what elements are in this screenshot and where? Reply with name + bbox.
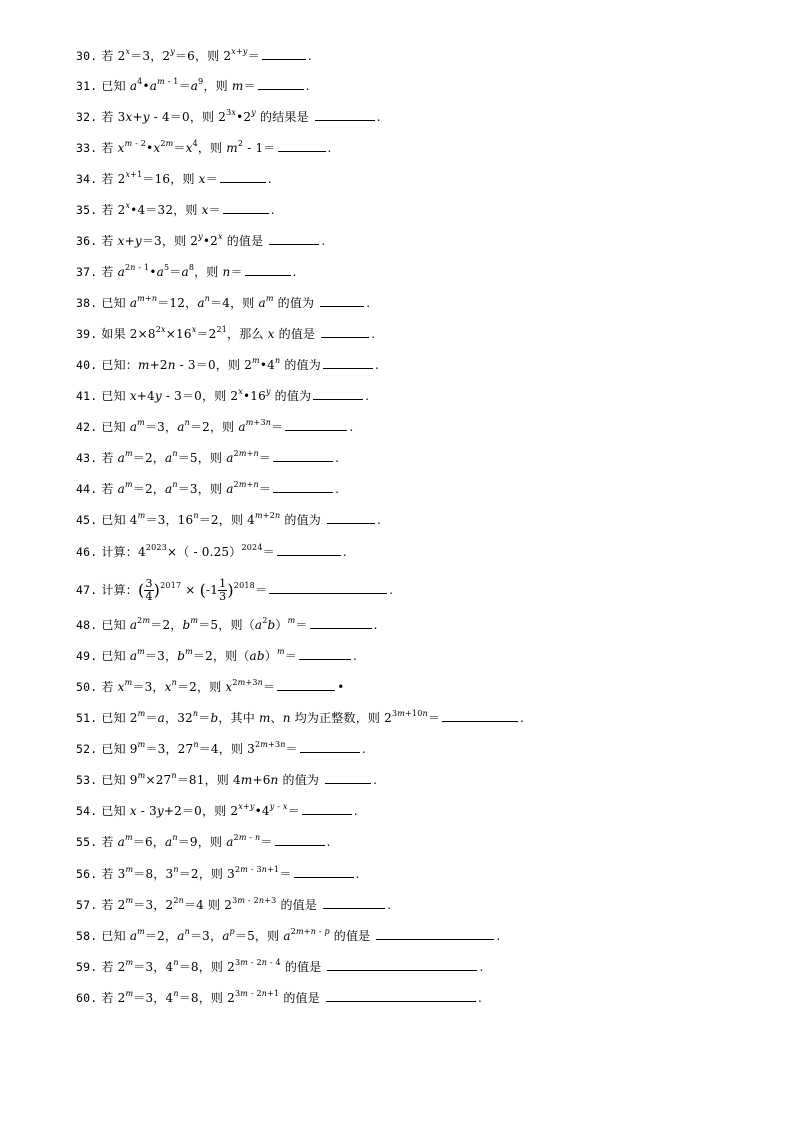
question-text: 已知：m+2n - 3＝0，则 2$^m$•4$^n$ 的值为 [101, 356, 321, 372]
question-item [76, 78, 310, 94]
question-item [76, 48, 312, 64]
question-number: 51. [76, 711, 98, 725]
question-text: 若 $a^{2n - 1}•a^5=a^8$，则 n＝ [101, 263, 243, 279]
question-text: 若 x+y＝3，则 2$^y$•2$^x$ 的值是 [101, 232, 268, 248]
question-number: 54. [76, 804, 98, 818]
question-end-punct: . [327, 141, 332, 155]
question-number: 53. [76, 773, 98, 787]
question-end-punct: . [267, 172, 272, 186]
question-text: 若 $2^m=3$，$2^{2n}=4$ 则 $2^{3m - 2n+3}$ 的值是 [101, 896, 322, 912]
question-item [76, 326, 375, 342]
question-end-punct: . [349, 420, 354, 434]
question-item [76, 679, 345, 695]
answer-blank[interactable] [376, 929, 494, 940]
question-number: 50. [76, 680, 98, 694]
question-text: 已知 $a^m=3$，$b^m=2$，则（ab）$^m$＝ [101, 647, 297, 663]
question-number: 57. [76, 898, 98, 912]
question-text: 已知 $a^4•a^{m - 1}=a^9$，则 m＝ [101, 77, 256, 93]
question-item [76, 866, 360, 882]
question-end-punct: • [337, 680, 345, 694]
answer-blank[interactable] [327, 513, 375, 524]
question-text: 已知 $9^m=3$，$27^n=4$，则 $3^{2m+3n}=$ [101, 740, 298, 756]
question-item [76, 959, 483, 975]
question-number: 49. [76, 649, 98, 663]
question-end-punct: . [477, 991, 482, 1005]
answer-blank[interactable] [299, 649, 351, 660]
question-end-punct: . [365, 389, 370, 403]
question-item [76, 419, 353, 435]
question-item [76, 357, 379, 373]
question-end-punct: . [321, 234, 326, 248]
question-item [76, 233, 325, 249]
question-text: 如果 $2\times 8^{2x}\times 16^x=2^{21}$，那么 x 的值是 [101, 325, 320, 341]
question-item [76, 990, 482, 1006]
question-text: 已知 x - 3y+2＝0，则 $2^{x+y}•4^{y - x}=$ [101, 802, 300, 818]
question-number: 58. [76, 929, 98, 943]
question-item [76, 648, 357, 664]
question-number: 31. [76, 79, 98, 93]
question-item [76, 202, 275, 218]
answer-blank[interactable] [277, 545, 341, 556]
question-item [76, 264, 297, 280]
question-text: 计算：( $\frac{3}{4}$ )$^{2017}$ × (-1 $\frac{1}{3}$ )$^{2018}$＝ [101, 577, 268, 603]
question-end-punct: . [361, 742, 366, 756]
question-number: 37. [76, 265, 98, 279]
question-end-punct: . [387, 898, 392, 912]
answer-blank[interactable] [302, 804, 352, 815]
answer-blank[interactable] [278, 141, 326, 152]
question-item [76, 171, 272, 187]
answer-blank[interactable] [273, 451, 333, 462]
question-text: 已知 $4^m=3$，$16^n=2$，则 $4^{m+2n}$ 的值为 [101, 511, 325, 527]
question-end-punct: . [520, 711, 525, 725]
question-number: 43. [76, 451, 98, 465]
question-end-punct: . [376, 110, 381, 124]
question-number: 47. [76, 583, 98, 597]
question-text: 若 $a^m=6$，$a^n=9$，则 $a^{2m - n}=$ [101, 833, 273, 849]
question-text: 若 $a^m=2$，$a^n=3$，则 $a^{2m+n}=$ [101, 480, 272, 496]
answer-blank[interactable] [220, 172, 266, 183]
question-text: 若 $2^x•4=32$，则 x＝ [101, 201, 221, 217]
answer-blank[interactable] [269, 234, 319, 245]
question-end-punct: . [389, 583, 394, 597]
question-text: 若 3x+y - 4＝0，则 $2^{3x}•2^y$ 的结果是 [101, 108, 313, 124]
question-end-punct: . [355, 867, 360, 881]
answer-blank[interactable] [442, 711, 518, 722]
question-item [76, 578, 393, 603]
question-number: 60. [76, 991, 98, 1005]
question-item [76, 140, 332, 156]
question-end-punct: . [307, 49, 312, 63]
question-end-punct: . [373, 773, 378, 787]
question-item [76, 388, 369, 404]
question-number: 36. [76, 234, 98, 248]
question-end-punct: . [353, 649, 358, 663]
question-item [76, 928, 500, 944]
question-text: 若 $2^{x+1}=16$，则 x＝ [101, 170, 218, 186]
question-text: 已知 $9^m\times 27^n=81$，则 4m+6n 的值为 [101, 771, 324, 787]
question-item [76, 512, 381, 528]
question-item [76, 772, 377, 788]
answer-blank[interactable] [273, 482, 333, 493]
question-end-punct: . [496, 929, 501, 943]
question-item [76, 544, 347, 560]
question-item [76, 741, 366, 757]
answer-blank[interactable] [323, 898, 385, 909]
question-item [76, 803, 358, 819]
question-end-punct: . [342, 545, 347, 559]
answer-blank[interactable] [327, 960, 477, 971]
answer-blank[interactable] [315, 110, 375, 121]
question-number: 35. [76, 203, 98, 217]
answer-blank[interactable] [326, 991, 476, 1002]
question-text: 若 $3^m=8$，$3^n=2$，则 $3^{2m - 3n+1}=$ [101, 865, 292, 881]
question-item [76, 617, 378, 633]
question-number: 44. [76, 482, 98, 496]
question-number: 52. [76, 742, 98, 756]
question-number: 42. [76, 420, 98, 434]
question-end-punct: . [270, 203, 275, 217]
question-number: 59. [76, 960, 98, 974]
question-end-punct: . [371, 327, 376, 341]
question-number: 34. [76, 172, 98, 186]
answer-blank[interactable] [310, 618, 372, 629]
answer-blank[interactable] [275, 835, 325, 846]
question-end-punct: . [305, 79, 310, 93]
question-text: 已知 $a^m=2$，$a^n=3$，$a^p=5$，则 $a^{2m+n - p}$ 的值是 [101, 927, 375, 943]
answer-blank[interactable] [313, 389, 363, 400]
question-text: 若 $2^m=3$，$4^n=8$，则 $2^{3m - 2n - 4}$ 的值是 [101, 958, 326, 974]
question-text: 若 $a^m=2$，$a^n=5$，则 $a^{2m+n}=$ [101, 449, 272, 465]
question-number: 45. [76, 513, 98, 527]
question-number: 38. [76, 296, 98, 310]
question-number: 39. [76, 327, 98, 341]
question-text: 已知 x+4y - 3＝0，则 2$^x$•16$^y$ 的值为 [101, 387, 312, 403]
question-number: 32. [76, 110, 98, 124]
question-number: 48. [76, 618, 98, 632]
question-number: 55. [76, 835, 98, 849]
question-end-punct: . [373, 618, 378, 632]
question-number: 56. [76, 867, 98, 881]
question-end-punct: . [479, 960, 484, 974]
answer-blank[interactable] [321, 327, 369, 338]
question-item [76, 710, 524, 726]
question-item [76, 450, 339, 466]
answer-blank[interactable] [300, 742, 360, 753]
question-text: 计算：$4^{2023}\times( - 0.25)^{2024}=$ [101, 543, 275, 559]
question-end-punct: . [366, 296, 371, 310]
answer-blank[interactable] [294, 867, 354, 878]
question-text: 若 $x^m=3$，$x^n=2$，则 $x^{2m+3n}=$ [101, 678, 276, 694]
question-item [76, 897, 391, 913]
question-end-punct: . [374, 358, 379, 372]
question-text: 已知 $a^{m+n}=12$，$a^n=4$，则 $a^m$ 的值为 [101, 294, 319, 310]
answer-blank[interactable] [258, 79, 304, 90]
question-end-punct: . [292, 265, 297, 279]
question-item [76, 295, 370, 311]
answer-blank[interactable] [277, 680, 335, 691]
question-number: 30. [76, 49, 98, 63]
question-item [76, 481, 339, 497]
answer-blank[interactable] [245, 265, 291, 276]
question-text: 若 $2^x=3$，$2^y=6$，则 $2^{x+y}=$ [101, 47, 260, 63]
answer-blank[interactable] [269, 583, 387, 594]
question-text: 已知 $a^m=3$，$a^n=2$，则 $a^{m+3n}=$ [101, 418, 284, 434]
answer-blank[interactable] [223, 203, 269, 214]
question-end-punct: . [326, 835, 331, 849]
answer-blank[interactable] [323, 358, 373, 369]
question-end-punct: . [335, 451, 340, 465]
question-number: 46. [76, 545, 98, 559]
question-end-punct: . [353, 804, 358, 818]
question-number: 41. [76, 389, 98, 403]
question-item [76, 109, 381, 125]
question-text: 已知 $a^{2m}=2$，$b^m=5$，则$(a^2b)^m=$ [101, 616, 308, 632]
question-number: 33. [76, 141, 98, 155]
question-text: 若 $x^{m - 2}•x^{2m}=x^4$，则 $m^2 - 1=$ [101, 139, 276, 155]
question-end-punct: . [335, 482, 340, 496]
question-text: 若 $2^m=3$，$4^n=8$，则 $2^{3m - 2n+1}$ 的值是 [101, 989, 324, 1005]
question-end-punct: . [377, 513, 382, 527]
answer-blank[interactable] [325, 773, 371, 784]
question-number: 40. [76, 358, 98, 372]
question-item [76, 834, 331, 850]
answer-blank[interactable] [320, 296, 364, 307]
question-text: 已知 $2^m=a$，$32^n=b$，其中 m、n 均为正整数，则 $2^{3m+10n}=$ [101, 709, 441, 725]
answer-blank[interactable] [262, 49, 306, 60]
answer-blank[interactable] [285, 420, 347, 431]
